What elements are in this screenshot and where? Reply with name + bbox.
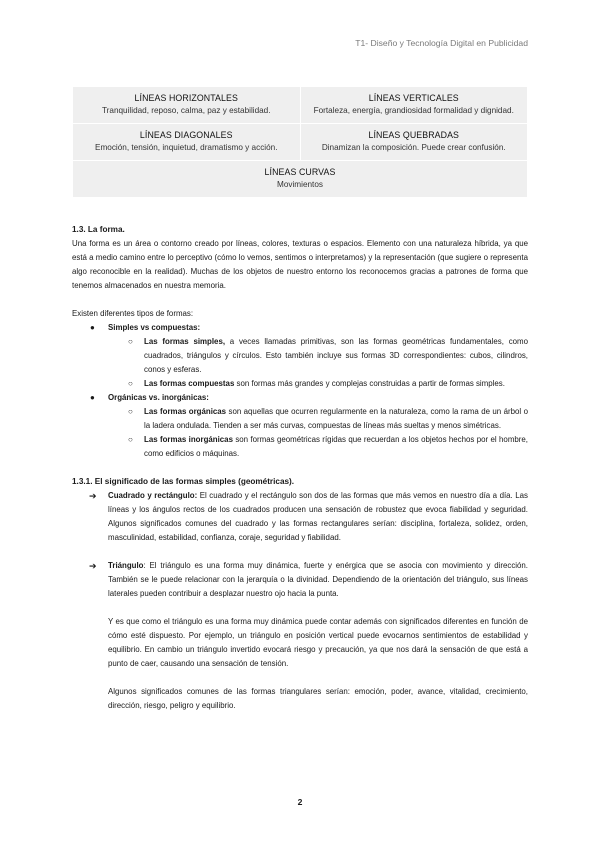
cell-title: LÍNEAS HORIZONTALES [134, 93, 238, 103]
document-body [72, 223, 528, 713]
list-subitem [72, 405, 528, 433]
cell-vertical-lines [300, 87, 528, 124]
cell-description: Dinamizan la composición. Puede crear confusión. [321, 142, 506, 152]
cell-description: Movimientos [277, 179, 323, 189]
circle-bullet-icon: ○ [128, 337, 133, 346]
bullet-icon: ● [90, 323, 95, 332]
arrow-item-term: Triángulo [108, 561, 144, 570]
arrow-item-text: El cuadrado y el rectángulo son dos de las formas que más vemos en nuestro día a día. Las líneas y los ángulos rectos de los cuadrados producen una sensación de robustez que evoca fiabilidad y seguridad. Algunos significados comunes del cuadrado y las formas rectangulares serían: disciplina, fortaleza, solidez, orden, masculinidad, estabilidad, confianza, coraje, seguridad y fiabilidad. [108, 491, 528, 542]
bullet-icon: ● [90, 393, 95, 402]
arrow-right-icon: ➔ [89, 491, 97, 501]
arrow-item-term: Cuadrado y rectángulo: [108, 491, 198, 500]
cell-description: Emoción, tensión, inquietud, dramatismo y acción. [95, 142, 278, 152]
subitem-text: a veces llamadas primitivas, son las formas geométricas fundamentales, como cuadrados, triángulos y círculos. Esto también incluye sus formas 3D correspondientes: cubos, cilindros, conos y esferas. [144, 337, 528, 374]
cell-broken-lines [300, 124, 528, 161]
arrow-item-triangle [72, 559, 528, 601]
subitem-text: son formas geométricas rígidas que recuerdan a los objetos hechos por el hombre, como edificios o máquinas. [144, 435, 528, 458]
subitem-term: Las formas simples, [144, 337, 226, 346]
list-item-organic-vs-inorganic [72, 391, 528, 405]
arrow-item-text: : El triángulo es una forma muy dinámica, fuerte y enérgica que se asocia con movimiento y dirección. También se le puede relacionar con la jerarquía o la divinidad. Dependiendo de la orientación del triángulo, sus líneas laterales pueden contribuir a desplazar nuestro ojo hacia la punta. [108, 561, 528, 598]
subitem-term: Las formas inorgánicas [144, 435, 233, 444]
subitem-text: son aquellas que ocurren regularmente en la naturaleza, como la rama de un árbol o la ladera ondulada. Tienden a ser más curvas, compuestas de líneas más sueltas y menos simétricas. [144, 407, 528, 430]
cell-description: Tranquilidad, reposo, calma, paz y estabilidad. [101, 105, 271, 115]
circle-bullet-icon: ○ [128, 435, 133, 444]
form-types-list [72, 321, 528, 461]
circle-bullet-icon: ○ [128, 407, 133, 416]
paragraph-forma-intro: Una forma es un área o contorno creado por líneas, colores, texturas o espacios. Elemento con una naturaleza híbrida, ya que está a medio camino entre lo perceptivo (cómo lo vemos, sentimos o interpretamos) y la representación (que sugiere o representa algo reconocible en la realidad). Muchas de los objetos de nuestro entorno los reconocemos gracias a patrones de forma que tenemos almacenados en nuestra memoria. [72, 239, 528, 290]
paragraph-triangle-orientation: Y es que como el triángulo es una forma muy dinámica puede contar además con significados diferentes en función de cómo esté dispuesto. Por ejemplo, un triángulo en posición vertical puede evocarnos sentimientos de estabilidad y equilibrio. En cambio un triángulo invertido evocará riesgo y precaución, ya que nos dará la sensación de que está a punto de caer, causando una sensación de tensión. [108, 617, 528, 668]
list-item-simple-vs-compound [72, 321, 528, 335]
arrow-item-square [72, 489, 528, 545]
cell-title: LÍNEAS VERTICALES [368, 93, 459, 103]
subitem-text: son formas más grandes y complejas construidas a partir de formas simples. [234, 379, 505, 388]
paragraph-triangle-meanings: Algunos significados comunes de las formas triangulares serían: emoción, poder, avance, vitalidad, crecimiento, dirección, riesgo, peligro y equilibrio. [108, 687, 528, 710]
list-item-title: Orgánicas vs. inorgánicas: [108, 393, 209, 402]
list-subitem [72, 335, 528, 377]
subitem-term: Las formas compuestas [144, 379, 235, 388]
running-header: T1- Diseño y Tecnología Digital en Publicidad [355, 38, 528, 48]
page-number: 2 [297, 797, 303, 807]
arrow-right-icon: ➔ [89, 561, 97, 571]
cell-title: LÍNEAS QUEBRADAS [368, 130, 460, 140]
list-subitem [72, 377, 528, 391]
circle-bullet-icon: ○ [128, 379, 133, 388]
lines-table [72, 86, 528, 198]
subitem-term: Las formas orgánicas [144, 407, 227, 416]
cell-curved-lines [73, 161, 528, 198]
cell-title: LÍNEAS CURVAS [264, 167, 336, 177]
cell-horizontal-lines [73, 87, 301, 124]
list-item-title: Simples vs compuestas: [108, 323, 201, 332]
cell-title: LÍNEAS DIAGONALES [139, 130, 233, 140]
list-subitem [72, 433, 528, 461]
paragraph-types-intro: Existen diferentes tipos de formas: [72, 309, 194, 318]
cell-diagonal-lines [73, 124, 301, 161]
section-heading-simple-forms: 1.3.1. El significado de las formas simples (geométricas). [72, 477, 295, 486]
cell-description: Fortaleza, energía, grandiosidad formalidad y dignidad. [313, 105, 514, 115]
section-heading-forma: 1.3. La forma. [72, 225, 125, 234]
